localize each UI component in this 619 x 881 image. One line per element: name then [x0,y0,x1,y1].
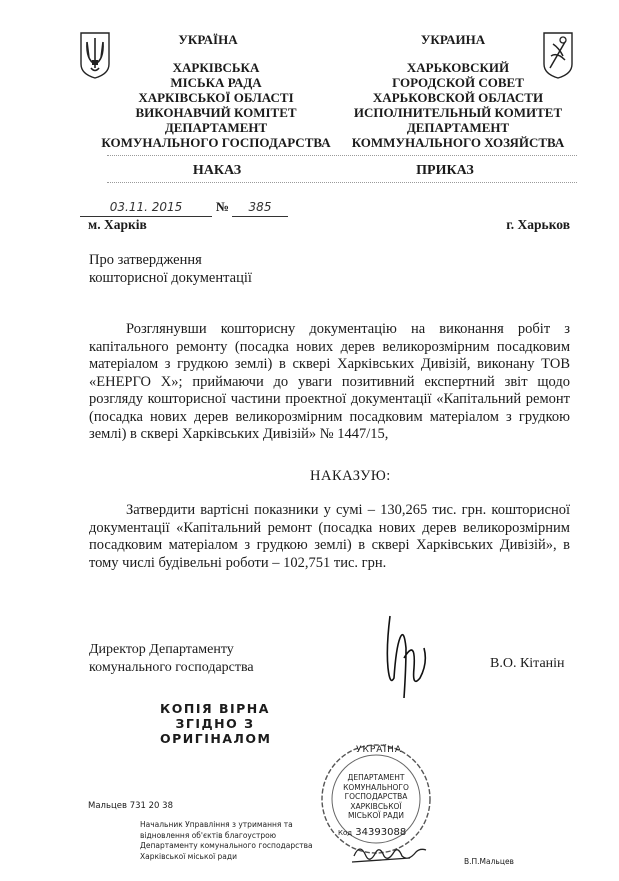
header-right-line: КОММУНАЛЬНОГО ХОЗЯЙСТВА [351,135,565,150]
header-left-line: КОМУНАЛЬНОГО ГОСПОДАРСТВА [101,135,331,150]
doc-type-ru: ПРИКАЗ [416,163,474,178]
order-heading: НАКАЗУЮ: [310,468,391,484]
signatory-name: В.О. Кітанін [490,656,565,671]
order-date-field [80,198,212,217]
order-paragraph: Затвердити вартісні показники у сумі – 130,265 тис. грн. кошторисної документації «Капітальний ремонт (посадка нових дерев великорозмірним посадковим матеріалом з грудкою землі) в сквері Харківських Дивізій», в тому числі будівельні роботи – 102,751 тис. грн. [89,502,570,571]
seal-line: КОМУНАЛЬНОГО [343,782,409,792]
certifier-line: відновлення об'єктів благоустрою [140,830,277,840]
header-left-country: УКРАЇНА [178,32,238,47]
seal-code [338,827,406,838]
signatory-position-line: комунального господарства [89,659,254,675]
header-left-line: МІСЬКА РАДА [170,75,262,90]
seal-line: ГОСПОДАРСТВА [344,792,408,801]
copy-certified-stamp [160,701,270,746]
header-right-line: ХАРЬКОВСКИЙ [406,60,510,75]
header-left-line: ДЕПАРТАМЕНТ [164,120,268,135]
header-left-line: ХАРКІВСЬКОЇ ОБЛАСТІ [138,90,294,105]
order-number: 385 [248,200,272,214]
doc-type-ua: НАКАЗ [192,163,242,178]
seal-line: МІСЬКОЇ РАДИ [347,811,404,820]
certifier-line: Департаменту комунального господарства [140,841,313,850]
header-right-line: ГОРОДСКОЙ СОВЕТ [392,75,524,90]
seal-top-text: УКРАЇНА [356,745,403,755]
seal-line: ХАРКІВСЬКОЇ [350,801,402,811]
seal-line: ДЕПАРТАМЕНТ [347,773,405,782]
certifier-block [140,820,340,862]
header-divider [107,155,577,156]
certifier-signature [350,838,430,868]
seal-inner-text [332,773,420,821]
certifier-line: Харківської міської ради [140,851,237,861]
order-number-field [232,198,288,217]
doc-type-divider [107,182,577,183]
signatory-position-line: Директор Департаменту [89,642,234,657]
header-right-line: ДЕПАРТАМЕНТ [406,120,510,135]
preamble-paragraph: Розглянувши кошторисну документацію на виконання робіт з капітального ремонту (посадка нових дерев великорозмірним посадковим матеріалом з грудкою землі) в сквері Харківських Дивізій, виконану ТОВ «ЕНЕРГО Х»; приймаючи до уваги позитивний експертний звіт щодо розгляду кошторисної частини проектної документації «Капітальний ремонт (посадка нових дерев великорозмірним посадковим матеріалом з грудкою землі) в сквері Харківських Дивізій» № 1447/15, [89,321,570,442]
subject-line: Про затвердження [89,252,202,268]
copy-stamp-line: ОРИГІНАЛОМ [160,731,272,746]
seal-code-prefix: Код [338,829,353,837]
copy-stamp-line: ЗГІДНО З [175,716,255,731]
subject-line: кошторисної документації [89,270,252,286]
copy-stamp-line: КОПІЯ ВІРНА [160,701,270,716]
header-left-line: ХАРКІВСЬКА [172,60,260,75]
city-ru: г. Харьков [506,217,570,232]
signatory-position [89,641,254,676]
header-right-line: ХАРЬКОВСКОЙ ОБЛАСТИ [372,90,544,105]
certifier-name: В.П.Мальцев [464,857,514,866]
order-subject [89,251,252,287]
header-right-block [338,60,578,150]
director-signature [380,608,440,708]
seal-code-value: 34393088 [355,827,407,838]
city-ua: м. Харків [88,217,147,232]
header-right-country: УКРАИНА [420,32,486,47]
order-date: 03.11. 2015 [109,200,183,214]
certifier-line: Начальник Управління з утримання та [140,820,293,829]
header-left-line: ВИКОНАВЧИЙ КОМІТЕТ [135,105,297,120]
header-right-line: ИСПОЛНИТЕЛЬНЫЙ КОМИТЕТ [353,105,563,120]
executor-phone: Мальцев 731 20 38 [88,801,173,811]
header-left-block [96,60,336,150]
order-number-label: № [216,199,230,214]
